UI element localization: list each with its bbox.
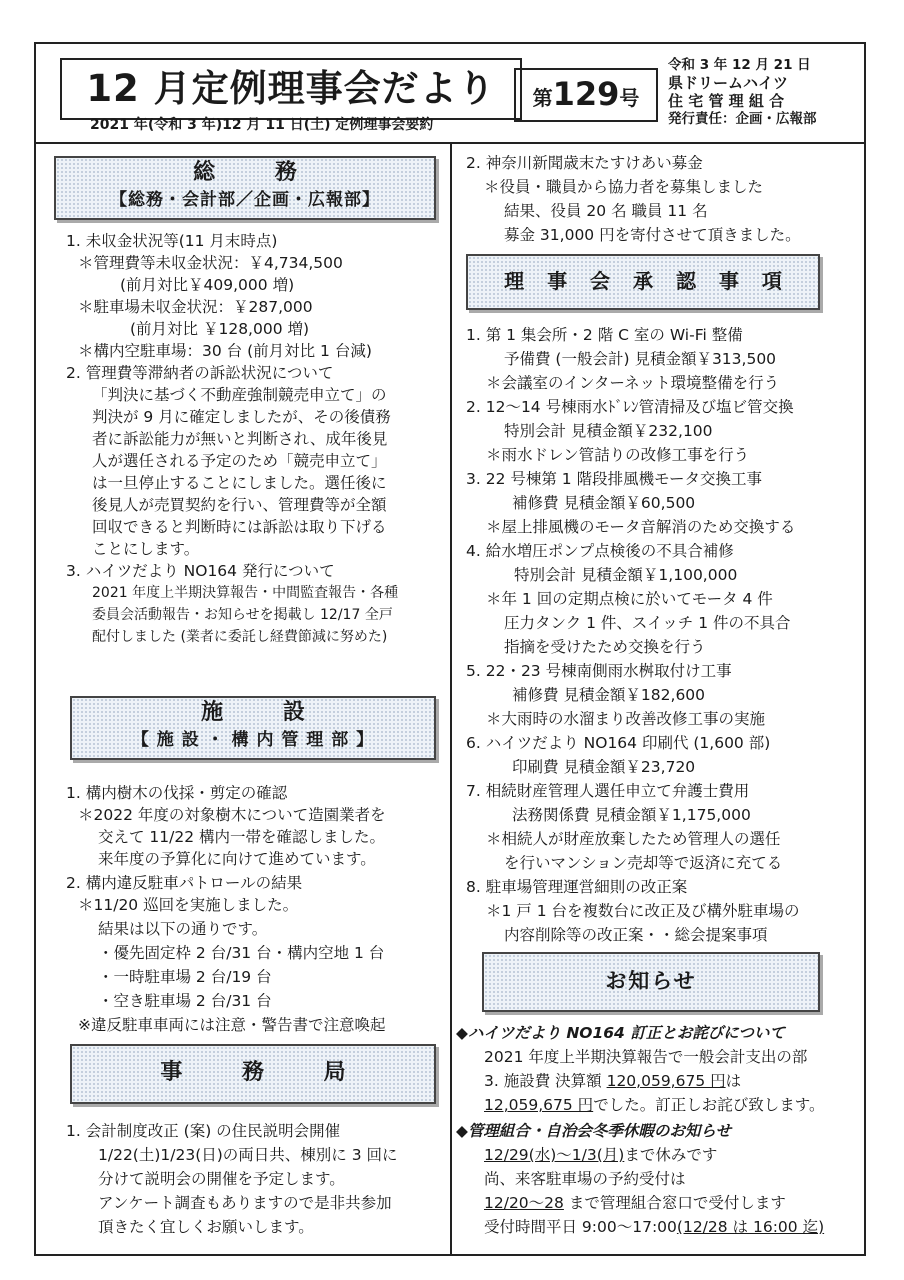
- list-item: ＊1 戸 1 台を複数台に改正及び構外駐車場の: [486, 902, 800, 920]
- issue-number-box: [514, 68, 658, 122]
- list-item: 配付しました (業者に委託し経費節減に努めた): [92, 629, 388, 645]
- list-item: (前月対比￥409,000 増): [120, 276, 295, 294]
- title-box: [60, 58, 522, 120]
- list-item: ＊2022 年度の対象樹木について造園業者を: [78, 806, 386, 824]
- list-item: [484, 1144, 717, 1166]
- publisher-info: [668, 56, 817, 128]
- list-item: 頂きたく宜しくお願いします。: [98, 1218, 314, 1236]
- newsletter-title: 12 月定例理事会だより: [86, 67, 496, 110]
- list-item: 来年度の予算化に向けて進めています。: [98, 850, 376, 868]
- newsletter-frame: [34, 42, 866, 1256]
- list-item: 内容削除等の改正案・・総会提案事項: [504, 926, 768, 944]
- list-item: [484, 1094, 824, 1116]
- list-item: 「判決に基づく不動産強制競売申立て」の: [92, 386, 387, 404]
- reception-hours: 受付時間平日 9:00～17:00: [484, 1218, 677, 1236]
- list-item: ＊年 1 回の定期点検に於いてモータ 4 件: [486, 590, 773, 608]
- section-subtitle: 【 施 設 ・ 構 内 管 理 部 】: [131, 730, 375, 750]
- list-item: [484, 1192, 786, 1214]
- list-item: 7. 相続財産管理人選任申立て弁護士費用: [466, 782, 750, 800]
- list-item: は一旦停止することにしました。選任後に: [92, 474, 387, 492]
- section-title: 理 事 会 承 認 事 項: [504, 269, 790, 293]
- section-header-secretariat: [70, 1044, 436, 1104]
- list-item: ＊会議室のインターネット環境整備を行う: [486, 374, 780, 392]
- holiday-text: まで休みです: [624, 1146, 718, 1164]
- list-item: 結果は以下の通りです。: [98, 920, 268, 938]
- section-header-general-affairs: [54, 156, 436, 220]
- list-item: 補修費 見積金額￥182,600: [512, 686, 706, 704]
- list-item: 2. 12～14 号棟雨水ﾄﾞﾚﾝ管清掃及び塩ビ管交換: [466, 398, 794, 416]
- publish-date: 令和 3 年 12 月 21 日: [668, 57, 811, 73]
- list-item: 者に訴訟能力が無いと判断され、成年後見: [92, 430, 388, 448]
- issue-prefix: 第: [532, 86, 553, 110]
- list-item: 8. 駐車場管理運営細則の改正案: [466, 878, 688, 896]
- meeting-date-subtitle: 2021 年(令和 3 年)12 月 11 日(土) 定例理事会要約: [90, 117, 434, 133]
- list-item: 3. ハイツだより NO164 発行について: [66, 562, 335, 580]
- list-item: ※違反駐車車両には注意・警告書で注意喚起: [78, 1016, 386, 1034]
- reception-hours-note: (12/28 は 16:00 迄): [676, 1218, 825, 1236]
- list-item: 6. ハイツだより NO164 印刷代 (1,600 部): [466, 734, 771, 752]
- list-item: 後見人が売買契約を行い、管理費等が全額: [92, 496, 387, 514]
- section-title: 総 務: [193, 160, 323, 185]
- list-item: ＊管理費等未収金状況：￥4,734,500: [78, 254, 343, 272]
- list-item: 人が選任される予定のため「競売申立て」: [92, 452, 387, 470]
- list-item: ＊構内空駐車場：30 台 (前月対比 1 台減): [78, 342, 372, 360]
- list-item: 特別会計 見積金額￥1,100,000: [514, 566, 738, 584]
- section-subtitle: 【総務・会計部／企画・広報部】: [110, 190, 380, 210]
- list-item: アンケート調査もありますので是非共参加: [98, 1194, 392, 1212]
- section-header-notices: [482, 952, 820, 1012]
- section-header-facilities: [70, 696, 436, 760]
- correct-amount: 12,059,675 円: [484, 1096, 594, 1114]
- wrong-amount: 120,059,675 円: [606, 1072, 726, 1090]
- list-item: 募金 31,000 円を寄付させて頂きました。: [504, 226, 801, 244]
- list-item: ＊11/20 巡回を実施しました。: [78, 896, 299, 914]
- list-item: 交えて 11/22 構内一帯を確認しました。: [98, 828, 386, 846]
- list-item: 3. 22 号棟第 1 階段排風機モータ交換工事: [466, 470, 762, 488]
- list-item: ＊雨水ドレン管詰りの改修工事を行う: [486, 446, 750, 464]
- right-column: [452, 142, 864, 1254]
- list-item: 4. 給水増圧ポンプ点検後の不具合補修: [466, 542, 734, 560]
- org-name: 県ドリームハイツ: [668, 74, 789, 92]
- list-item: ＊屋上排風機のモータ音解消のため交換する: [486, 518, 796, 536]
- section-title: 施 設: [201, 700, 331, 725]
- list-item: 圧力タンク 1 件、スイッチ 1 件の不具合: [504, 614, 791, 632]
- list-item: ・優先固定枠 2 台/31 台・構内空地 1 台: [98, 944, 385, 962]
- list-item: 1. 未収金状況等(11 月末時点): [66, 232, 278, 250]
- list-item: 印刷費 見積金額￥23,720: [512, 758, 696, 776]
- list-item: 回収できると判断時には訴訟は取り下げる: [92, 518, 387, 536]
- reception-period: 12/20～28: [484, 1194, 564, 1212]
- notice-heading: ◆ハイツだより NO164 訂正とお詫びについて: [456, 1024, 785, 1042]
- list-item: (前月対比 ￥128,000 増): [130, 320, 310, 338]
- list-item: ・一時駐車場 2 台/19 台: [98, 968, 272, 986]
- list-item: 特別会計 見積金額￥232,100: [504, 422, 713, 440]
- holiday-period: 12/29(水)～1/3(月): [484, 1146, 625, 1164]
- list-item: 2021 年度上半期決算報告で一般会計支出の部: [484, 1048, 808, 1066]
- list-item: 予備費 (一般会計) 見積金額￥313,500: [504, 350, 777, 368]
- correction-label: 3. 施設費 決算額: [484, 1072, 607, 1090]
- list-item: [484, 1216, 824, 1238]
- list-item: ＊大雨時の水溜まり改善改修工事の実施: [486, 710, 766, 728]
- list-item: 1. 第 1 集会所・2 階 C 室の Wi-Fi 整備: [466, 326, 743, 344]
- list-item: 1. 会計制度改正 (案) の住民説明会開催: [66, 1122, 341, 1140]
- list-item: 2. 管理費等滞納者の訴訟状況について: [66, 364, 334, 382]
- list-item: 1/22(土)1/23(日)の両日共、棟別に 3 回に: [98, 1146, 398, 1164]
- org-union: 住 宅 管 理 組 合: [668, 92, 785, 110]
- section-title: お知らせ: [605, 969, 697, 993]
- section-header-board-approvals: [466, 254, 820, 310]
- list-item: 法務関係費 見積金額￥1,175,000: [512, 806, 751, 824]
- notice-heading: ◆管理組合・自治会冬季休暇のお知らせ: [456, 1122, 731, 1140]
- list-item: 委員会活動報告・お知らせを掲載し 12/17 全戸: [92, 607, 393, 623]
- list-item: 尚、来客駐車場の予約受付は: [484, 1170, 686, 1188]
- list-item: ＊駐車場未収金状況：￥287,000: [78, 298, 313, 316]
- correction-particle: は: [725, 1072, 742, 1090]
- apology-text: でした。訂正しお詫び致します。: [593, 1096, 825, 1114]
- issue-number: 129: [552, 75, 620, 113]
- responsible-dept: 発行責任：企画・広報部: [668, 111, 817, 127]
- list-item: 2021 年度上半期決算報告・中間監査報告・各種: [92, 585, 399, 601]
- list-item: 1. 構内樹木の伐採・剪定の確認: [66, 784, 288, 802]
- list-item: を行いマンション売却等で返済に充てる: [504, 854, 783, 872]
- list-item: ことにします。: [92, 540, 200, 558]
- list-item: 結果、役員 20 名 職員 11 名: [504, 202, 708, 220]
- left-column: [36, 142, 450, 1254]
- list-item: ＊相続人が財産放棄したため管理人の選任: [486, 830, 781, 848]
- list-item: 指摘を受けたため交換を行う: [504, 638, 706, 656]
- list-item: 2. 神奈川新聞歳末たすけあい募金: [466, 154, 703, 172]
- list-item: [484, 1070, 741, 1092]
- list-item: 補修費 見積金額￥60,500: [512, 494, 696, 512]
- list-item: ＊役員・職員から協力者を募集しました: [484, 178, 764, 196]
- list-item: 分けて説明会の開催を予定します。: [98, 1170, 345, 1188]
- issue-suffix: 号: [619, 86, 640, 110]
- list-item: 5. 22・23 号棟南側雨水桝取付け工事: [466, 662, 732, 680]
- list-item: 2. 構内違反駐車パトロールの結果: [66, 874, 303, 892]
- list-item: ・空き駐車場 2 台/31 台: [98, 992, 272, 1010]
- reception-text: まで管理組合窓口で受付します: [563, 1194, 786, 1212]
- newsletter-header: [36, 44, 864, 144]
- list-item: 判決が 9 月に確定しましたが、その後債務: [92, 408, 391, 426]
- section-title: 事 務 局: [160, 1060, 372, 1085]
